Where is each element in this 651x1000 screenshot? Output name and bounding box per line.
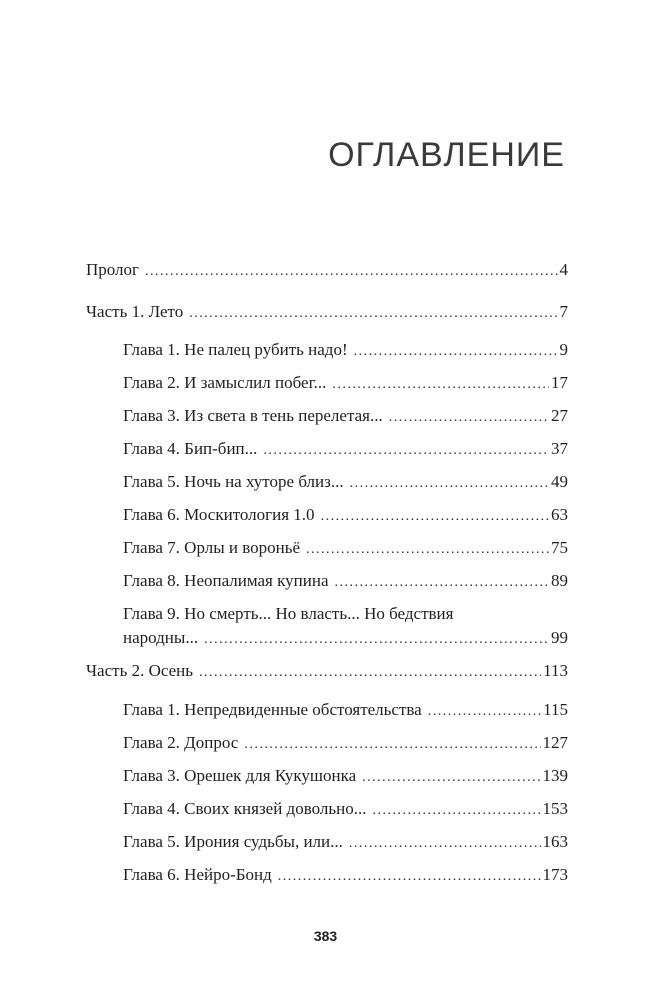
leader-dots xyxy=(306,534,549,566)
toc-entry-chapter[interactable] xyxy=(123,499,568,531)
leader-dots xyxy=(145,256,557,288)
toc-entry-part-2[interactable] xyxy=(86,655,568,687)
toc-entry-title: Глава 3. Из света в тень перелетая... xyxy=(123,406,383,425)
page-number: 383 xyxy=(313,928,338,944)
toc-entry-title: Часть 2. Осень xyxy=(86,661,193,680)
toc-entry-title: Глава 4. Своих князей довольно... xyxy=(123,799,367,818)
toc-entry-page: 7 xyxy=(559,302,568,321)
page-title: ОГЛАВЛЕНИЕ xyxy=(328,136,565,174)
toc-entry-page: 115 xyxy=(543,700,568,719)
toc-entry-title: Глава 4. Бип-бип... xyxy=(123,439,258,458)
toc-entry-chapter[interactable] xyxy=(123,826,568,858)
toc-entry-page: 63 xyxy=(551,505,568,524)
toc-entry-chapter[interactable] xyxy=(123,532,568,564)
leader-dots xyxy=(350,468,549,500)
toc-entry-title: Глава 7. Орлы и вороньё xyxy=(123,538,301,557)
toc-entry-title: Глава 6. Москитология 1.0 xyxy=(123,505,315,524)
toc-entry-page: 37 xyxy=(551,439,568,458)
toc-entry-title: Глава 2. И замыслил побег... xyxy=(123,373,327,392)
toc-entry-chapter[interactable] xyxy=(123,694,568,726)
leader-dots xyxy=(332,369,549,401)
toc-entry-page: 89 xyxy=(551,571,568,590)
toc-entry-title: народны... xyxy=(123,628,199,647)
toc-entry-page: 9 xyxy=(559,340,568,359)
toc-entry-page: 4 xyxy=(559,260,568,279)
toc-entry-chapter[interactable] xyxy=(123,400,568,432)
toc-entry-chapter[interactable] xyxy=(123,727,568,759)
toc-entry-page: 27 xyxy=(551,406,568,425)
leader-dots xyxy=(349,828,541,860)
leader-dots xyxy=(263,435,549,467)
toc-entry-title: Глава 1. Непредвиденные обстоятельства xyxy=(123,700,422,719)
toc-entry-chapter[interactable] xyxy=(123,565,568,597)
toc-entry-chapter[interactable] xyxy=(123,859,568,891)
toc-entry-chapter[interactable] xyxy=(123,793,568,825)
toc-entry-chapter[interactable] xyxy=(123,334,568,366)
toc-entry-chapter[interactable] xyxy=(123,622,568,654)
leader-dots xyxy=(389,402,549,434)
toc-entry-part-1[interactable] xyxy=(86,296,568,328)
toc-entry-title: Глава 5. Ночь на хуторе близ... xyxy=(123,472,344,491)
toc-entry-chapter[interactable] xyxy=(123,466,568,498)
leader-dots xyxy=(199,657,541,689)
toc-entry-title: Глава 5. Ирония судьбы, или... xyxy=(123,832,343,851)
leader-dots xyxy=(204,624,549,656)
toc-entry-page: 173 xyxy=(542,865,568,884)
toc-entry-chapter[interactable] xyxy=(123,433,568,465)
toc-entry-title: Глава 1. Не палец рубить надо! xyxy=(123,340,348,359)
toc-entry-chapter[interactable] xyxy=(123,367,568,399)
toc-entry-page: 127 xyxy=(542,733,568,752)
toc-entry-title: Глава 6. Нейро-Бонд xyxy=(123,865,272,884)
leader-dots xyxy=(278,861,541,893)
toc-entry-title: Глава 2. Допрос xyxy=(123,733,239,752)
toc-entry-page: 113 xyxy=(543,661,568,680)
toc-entry-page: 75 xyxy=(551,538,568,557)
toc-entry-title: Глава 8. Неопалимая купина xyxy=(123,571,329,590)
toc-entry-chapter[interactable] xyxy=(123,760,568,792)
toc-entry-page: 99 xyxy=(551,628,568,647)
toc-entry-page: 153 xyxy=(542,799,568,818)
toc-entry-page: 163 xyxy=(542,832,568,851)
leader-dots xyxy=(372,795,540,827)
toc-entry-title-line1[interactable]: Глава 9. Но смерть... Но власть... Но бедствия xyxy=(123,604,454,623)
toc-entry-page: 17 xyxy=(551,373,568,392)
toc-entry-title: Пролог xyxy=(86,260,140,279)
leader-dots xyxy=(321,501,549,533)
leader-dots xyxy=(428,696,541,728)
toc-entry-title: Часть 1. Лето xyxy=(86,302,184,321)
leader-dots xyxy=(189,298,557,330)
toc-entry-page: 49 xyxy=(551,472,568,491)
leader-dots xyxy=(362,762,540,794)
toc-entry-title: Глава 3. Орешек для Кукушонка xyxy=(123,766,357,785)
toc-entry-prologue[interactable] xyxy=(86,254,568,286)
leader-dots xyxy=(244,729,540,761)
leader-dots xyxy=(335,567,550,599)
leader-dots xyxy=(354,336,558,368)
toc-entry-page: 139 xyxy=(542,766,568,785)
